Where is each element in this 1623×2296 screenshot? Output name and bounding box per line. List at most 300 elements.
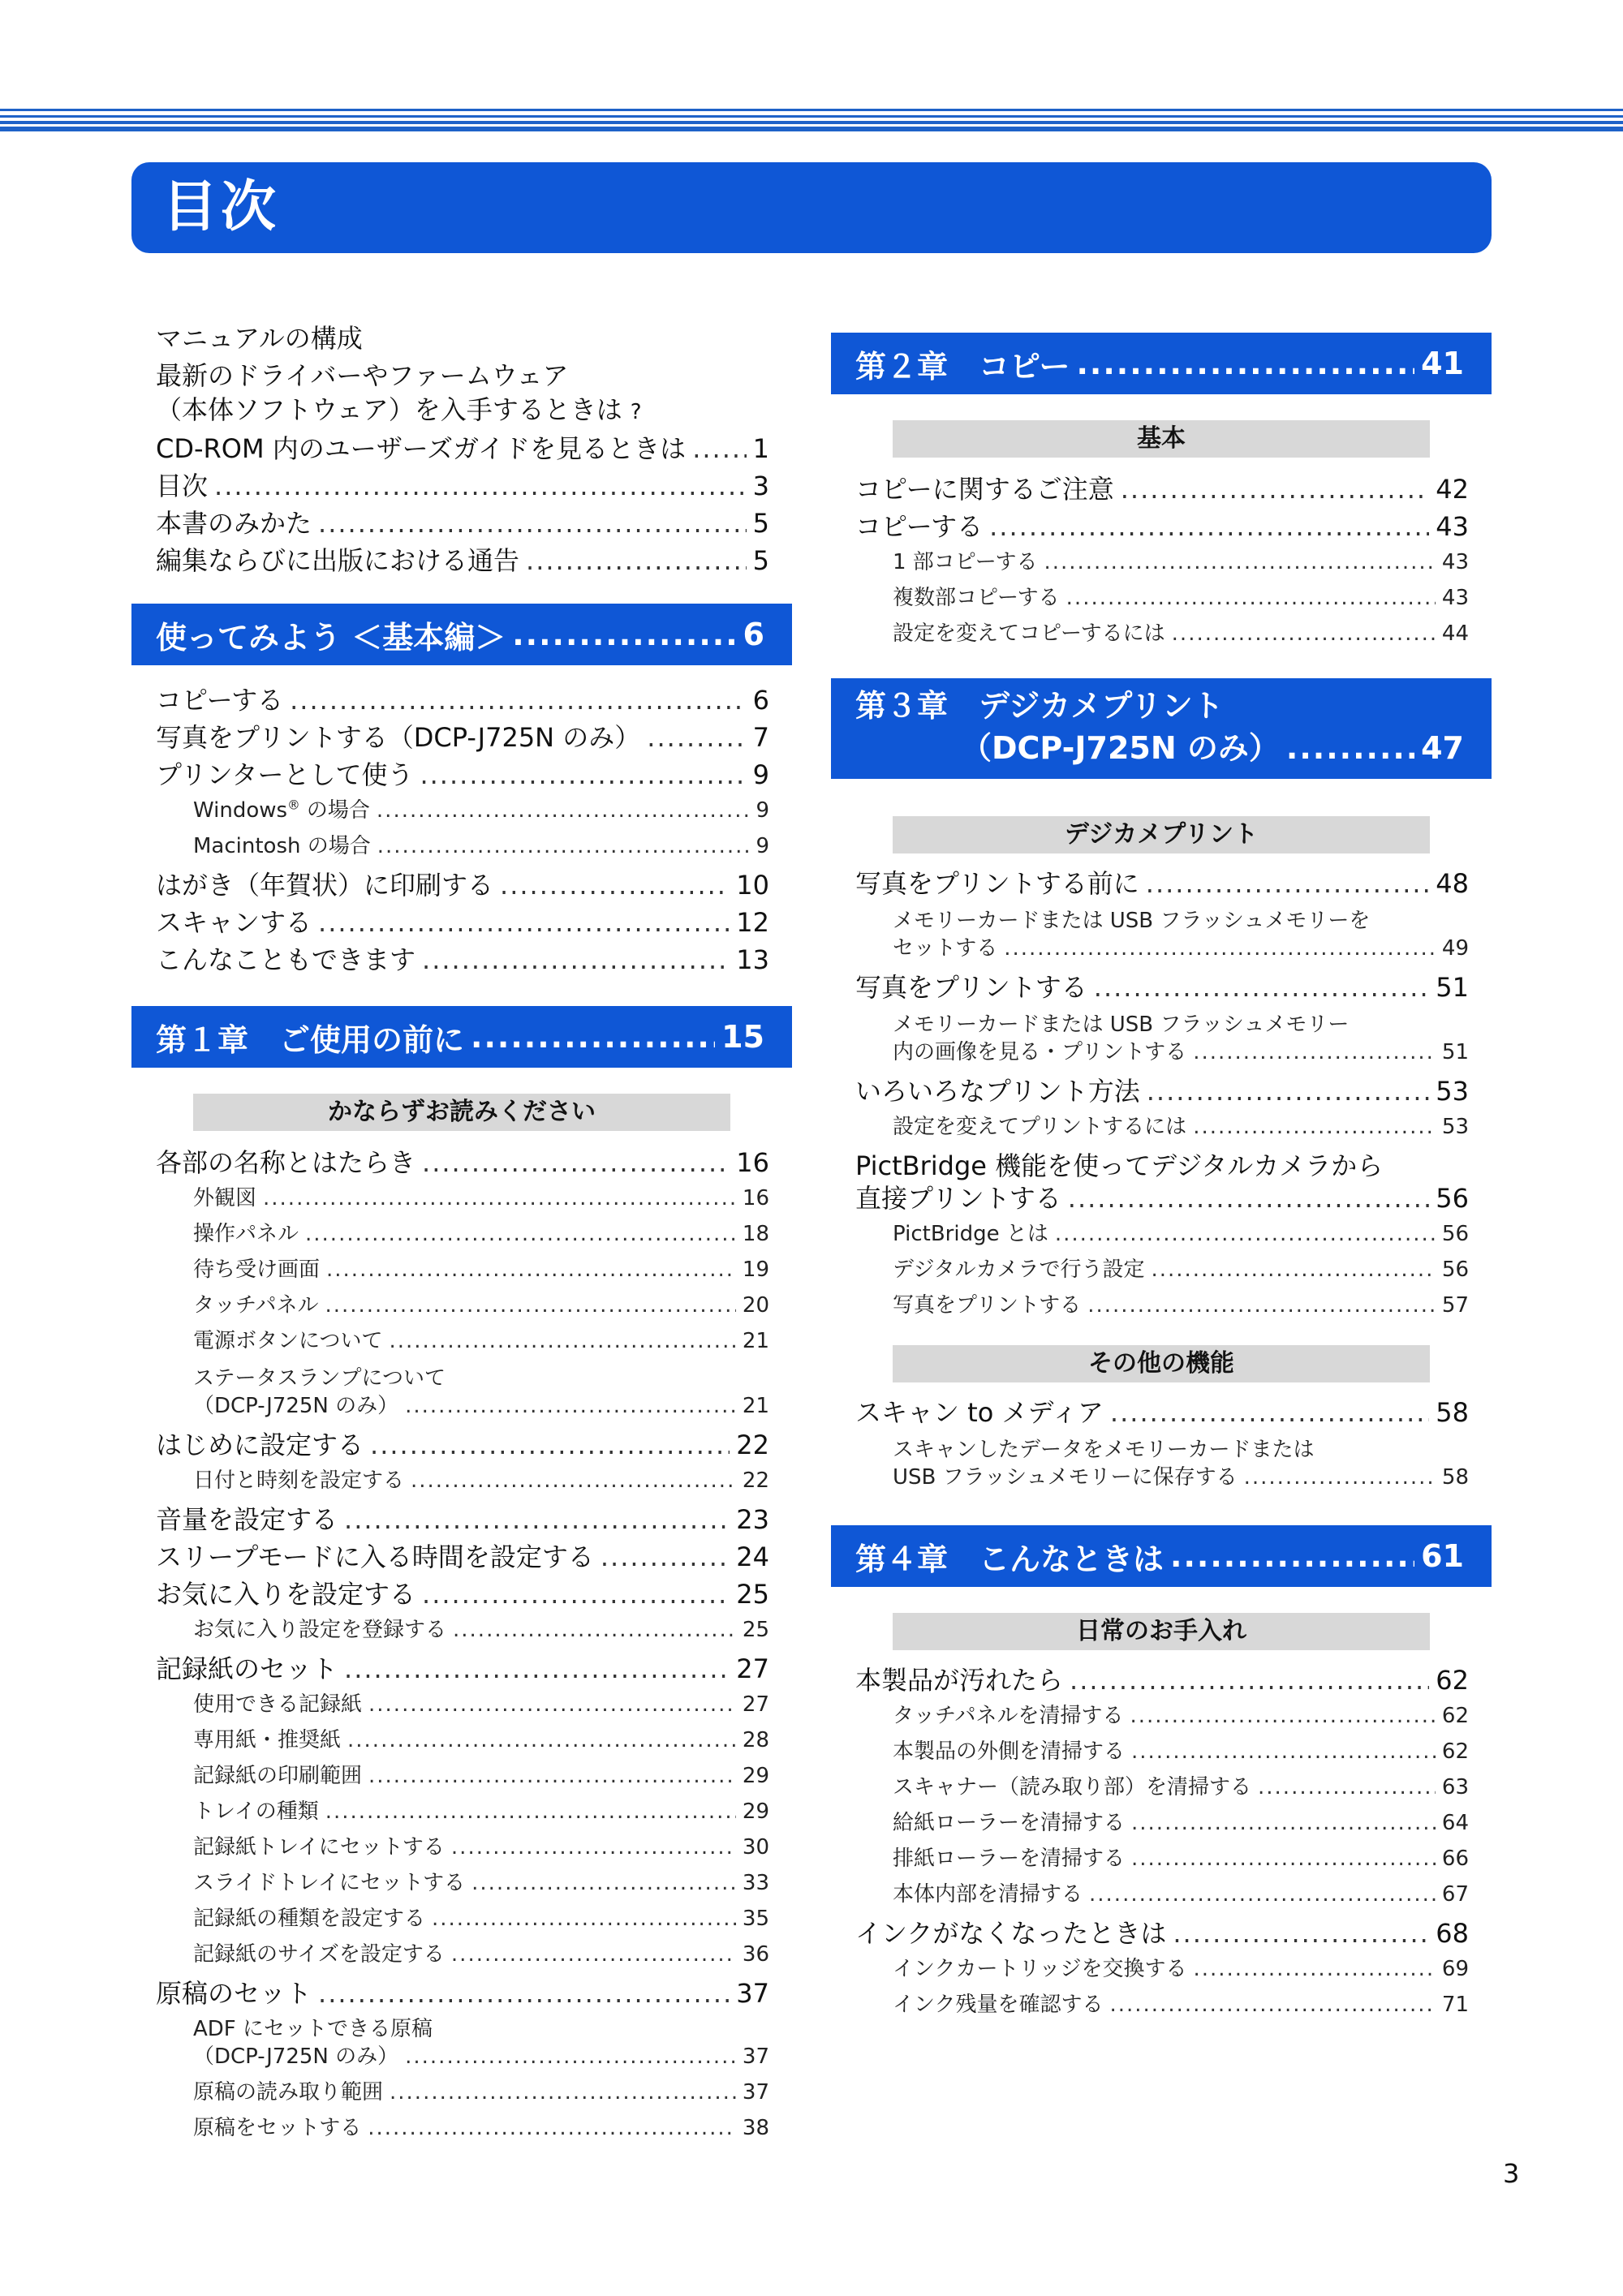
toc-entry-page: 3 (752, 471, 769, 501)
toc-entry-page: 25 (742, 1618, 769, 1642)
toc-entry-page: 49 (1441, 936, 1469, 961)
toc-entry[interactable] (855, 1913, 1469, 1950)
toc-entry-page: 62 (1436, 1665, 1469, 1696)
leader-dots (377, 834, 750, 858)
toc-entry-page: 37 (742, 2044, 769, 2069)
leader-dots (1110, 1397, 1429, 1428)
toc-entry-page: 56 (1441, 1258, 1469, 1282)
toc-entry-label: 各部の名称とはたらき (156, 1147, 416, 1178)
toc-entry-label: はがき（年賀状）に印刷する (156, 870, 494, 901)
toc-entry-page: 36 (742, 1942, 769, 1967)
chapter-bar-3[interactable] (831, 678, 1492, 779)
chapter-title-row (855, 1525, 1464, 1587)
toc-entry-label: 記録紙の種類を設定する (193, 1907, 426, 1931)
toc-subentry-adf-line1[interactable]: ADF にセットできる原稿 (193, 2017, 433, 2041)
leader-dots (1244, 1465, 1436, 1490)
chapter-page: 47 (1421, 730, 1464, 766)
toc-entry-label: 記録紙の印刷範囲 (193, 1764, 363, 1788)
toc-subentry[interactable] (893, 1988, 1469, 2023)
toc-entry-label: セットする (893, 936, 998, 961)
toc-entry-label: 電源ボタンについて (193, 1329, 383, 1353)
toc-entry-label: （DCP-J725N のみ） (193, 2044, 399, 2069)
toc-entry-page: 69 (1441, 1957, 1469, 1981)
leader-dots (1094, 972, 1430, 1003)
toc-entry[interactable] (156, 939, 769, 977)
toc-entry-page: 29 (742, 1764, 769, 1788)
toc-entry[interactable] (156, 755, 769, 792)
toc-subentry[interactable] (193, 1389, 769, 1425)
toc-entry-label: PictBridge とは (893, 1222, 1048, 1246)
toc-entry-label: いろいろなプリント方法 (855, 1076, 1140, 1107)
toc-subentry-memory2-line1[interactable]: メモリーカードまたは USB フラッシュメモリー (893, 1013, 1350, 1037)
toc-entry-page: 6 (752, 685, 769, 716)
toc-subentry-status-line1[interactable]: ステータスランプについて (193, 1366, 446, 1391)
leader-dots (1131, 1739, 1436, 1764)
toc-entry-page: 43 (1436, 511, 1469, 542)
leader-dots (318, 508, 747, 539)
toc-entry[interactable] (156, 865, 769, 902)
toc-entry[interactable] (156, 428, 769, 466)
toc-subentry[interactable] (893, 1110, 1469, 1146)
toc-entry-page: 67 (1441, 1882, 1469, 1907)
toc-subentry[interactable] (893, 1806, 1469, 1842)
toc-entry-label: こんなこともできます (156, 944, 416, 975)
toc-entry-label: タッチパネルを清掃する (893, 1704, 1124, 1728)
leader-dots (1173, 1918, 1429, 1949)
leader-dots (344, 1504, 730, 1535)
toc-entry-page: 42 (1436, 474, 1469, 505)
leader-dots (1089, 1882, 1436, 1907)
header-bar (131, 162, 1492, 253)
toc-entry-label: 写真をプリントする（DCP-J725N のみ） (156, 722, 641, 753)
toc-subentry[interactable] (193, 1464, 769, 1499)
section-bar-basic: 基本 (893, 420, 1430, 458)
toc-entry-page: 13 (736, 944, 769, 975)
toc-entry[interactable] (156, 503, 769, 540)
toc-entry-label: スライドトレイにセットする (193, 1871, 466, 1895)
leader-dots (1076, 346, 1414, 381)
toc-entry-label: 複数部コピーする (893, 586, 1060, 610)
toc-entry-page: 68 (1436, 1918, 1469, 1949)
toc-entry-label: 記録紙のサイズを設定する (193, 1942, 445, 1967)
toc-entry-page: 71 (1441, 1993, 1469, 2017)
toc-entry-page: 30 (742, 1835, 769, 1860)
toc-entry-label: 待ち受け画面 (193, 1258, 321, 1282)
leader-dots (1151, 1258, 1435, 1282)
chapter-page: 15 (721, 1019, 764, 1055)
leader-dots (1044, 550, 1435, 574)
toc-entry-label: デジタルカメラで行う設定 (893, 1258, 1145, 1282)
toc-subentry[interactable] (893, 1952, 1469, 1988)
toc-entry-label: プリンターとして使う (156, 759, 414, 790)
toc-subentry[interactable] (193, 1937, 769, 1973)
toc-subentry[interactable] (193, 2040, 769, 2075)
leader-dots (422, 1147, 730, 1178)
leader-dots (318, 1978, 730, 2009)
leader-dots (214, 471, 747, 501)
toc-entry-label: タッチパネル (193, 1293, 319, 1318)
toc-subentry[interactable] (893, 1035, 1469, 1071)
leader-dots (1193, 1040, 1436, 1064)
toc-entry-page: 66 (1441, 1847, 1469, 1871)
leader-dots (1172, 621, 1436, 646)
toc-entry-label: コピーに関するご注意 (855, 474, 1114, 505)
toc-entry-label: 専用紙・推奨紙 (193, 1728, 342, 1752)
toc-entry-page: 58 (1436, 1397, 1469, 1428)
leader-dots (347, 1728, 736, 1752)
toc-entry-label: 本製品が汚れたら (855, 1665, 1064, 1696)
leader-dots (1193, 1115, 1436, 1139)
toc-entry-label: コピーする (855, 511, 984, 542)
toc-entry-driver-label: （本体ソフトウェア）を入手するときは (156, 394, 622, 425)
toc-entry-label: 原稿の読み取り範囲 (193, 2080, 384, 2105)
toc-entry-driver-line2[interactable] (156, 389, 642, 427)
toc-entry-page: 21 (742, 1329, 769, 1353)
leader-dots (377, 798, 750, 823)
toc-entry-page: 51 (1441, 1040, 1469, 1064)
toc-entry-page: 53 (1436, 1076, 1469, 1107)
leader-dots (420, 759, 746, 790)
chapter-title-row (855, 333, 1464, 394)
toc-entry-label: スリープモードに入る時間を設定する (156, 1541, 594, 1572)
toc-entry-label: 目次 (156, 471, 209, 501)
toc-subentry[interactable] (193, 1688, 769, 1723)
leader-dots (1147, 1076, 1430, 1107)
leader-dots (305, 1222, 736, 1246)
leader-dots (1131, 1847, 1436, 1871)
toc-subentry[interactable] (893, 1217, 1469, 1253)
toc-entry-label: 原稿をセットする (193, 2116, 362, 2140)
leader-dots (432, 1907, 736, 1931)
toc-entry-page: 29 (742, 1799, 769, 1824)
leader-dots (601, 1541, 730, 1572)
toc-subentry[interactable] (193, 1613, 769, 1649)
toc-subentry[interactable] (193, 1723, 769, 1759)
chapter-page: 61 (1421, 1538, 1464, 1574)
leader-dots (368, 1692, 736, 1717)
toc-subentry[interactable] (893, 1460, 1469, 1496)
leader-dots (325, 1293, 735, 1318)
toc-entry-label: 音量を設定する (156, 1504, 338, 1535)
leader-dots (326, 1258, 736, 1282)
chapter-title: 第２章 コピー (855, 348, 1070, 385)
toc-entry-page: 62 (1441, 1739, 1469, 1764)
toc-entry[interactable] (156, 717, 769, 755)
toc-subentry[interactable] (193, 1759, 769, 1795)
leader-dots (512, 617, 736, 652)
toc-entry-label: （DCP-J725N のみ） (193, 1394, 399, 1418)
toc-entry-page: 43 (1441, 550, 1469, 574)
toc-entry-label: 使用できる記録紙 (193, 1692, 363, 1717)
section-bar-digicam: デジカメプリント (893, 816, 1430, 853)
leader-dots (368, 1764, 736, 1788)
toc-entry-label: 編集ならびに出版における通告 (156, 545, 520, 576)
leader-dots (1121, 474, 1430, 505)
toc-subentry[interactable] (893, 1770, 1469, 1806)
toc-entry-page: 63 (1441, 1775, 1469, 1799)
toc-entry-label: CD-ROM 内のユーザーズガイドを見るときは (156, 433, 687, 464)
section-bar-must-read: かならずお読みください (193, 1094, 730, 1131)
toc-entry-page: 58 (1441, 1465, 1469, 1490)
toc-subentry[interactable] (893, 1735, 1469, 1770)
toc-entry-label: 外観図 (193, 1186, 257, 1210)
toc-entry-page: 5 (752, 545, 769, 576)
leader-dots (263, 1186, 736, 1210)
toc-entry-label: インクがなくなったときは (855, 1918, 1167, 1949)
toc-entry[interactable] (156, 1973, 769, 2010)
leader-dots (405, 1394, 736, 1418)
toc-entry[interactable] (156, 1574, 769, 1611)
leader-dots (500, 870, 730, 901)
toc-subentry[interactable] (193, 1217, 769, 1253)
leader-dots (422, 944, 730, 975)
toc-entry-label: 原稿のセット (156, 1978, 312, 2009)
page-title: 目次 (162, 175, 280, 239)
toc-entry-label: 本製品の外側を清掃する (893, 1739, 1126, 1764)
toc-entry-label: お気に入りを設定する (156, 1579, 416, 1610)
toc-subentry[interactable] (193, 793, 769, 829)
toc-entry-page: 5 (752, 508, 769, 539)
toc-entry-page: 62 (1441, 1704, 1469, 1728)
leader-dots (647, 722, 746, 753)
toc-entry[interactable] (156, 1649, 769, 1686)
toc-subentry[interactable] (893, 1842, 1469, 1877)
leader-dots (471, 1019, 715, 1055)
leader-dots (422, 1579, 730, 1610)
chapter-page: 41 (1421, 346, 1464, 381)
leader-dots (989, 511, 1429, 542)
toc-entry-label: 操作パネル (193, 1222, 299, 1246)
toc-entry-page: 38 (742, 2116, 769, 2140)
leader-dots (1146, 868, 1430, 899)
toc-subentry[interactable] (893, 581, 1469, 617)
toc-entry-label: 給紙ローラーを清掃する (893, 1811, 1126, 1835)
toc-subentry[interactable] (193, 1324, 769, 1360)
toc-subentry[interactable] (193, 1866, 769, 1902)
chapter-title-line2: （DCP-J725N のみ） (961, 730, 1280, 766)
toc-entry[interactable] (156, 540, 769, 578)
toc-entry-label: 内の画像を見る・プリントする (893, 1040, 1187, 1064)
toc-entry-page: 9 (756, 834, 769, 858)
chapter-bar-1[interactable] (131, 1006, 792, 1068)
toc-entry-page: 12 (736, 907, 769, 938)
toc-entry-page: 28 (742, 1728, 769, 1752)
header-stripes (0, 109, 1623, 131)
toc-entry-page: 24 (736, 1541, 769, 1572)
leader-dots (389, 1329, 735, 1353)
toc-entry-label: 本体内部を清掃する (893, 1882, 1083, 1907)
toc-entry-page: 51 (1436, 972, 1469, 1003)
toc-entry-label: コピーする (156, 685, 284, 716)
toc-entry-driver-line1[interactable]: 最新のドライバーやファームウェア (156, 360, 569, 391)
leader-dots (1004, 936, 1436, 961)
toc-subentry[interactable] (893, 1877, 1469, 1913)
leader-dots (1130, 1704, 1435, 1728)
toc-entry-page: 9 (756, 798, 769, 823)
leader-dots (1068, 1183, 1430, 1214)
chapter-title-row (855, 727, 1464, 769)
leader-dots (318, 907, 730, 938)
toc-entry-label: インク残量を確認する (893, 1993, 1104, 2017)
toc-entry-label: 写真をプリントする (855, 972, 1087, 1003)
toc-entry[interactable] (855, 967, 1469, 1004)
toc-entry-page: 37 (742, 2080, 769, 2105)
toc-subentry[interactable] (193, 2111, 769, 2147)
toc-entry[interactable] (855, 1071, 1469, 1108)
toc-entry[interactable] (156, 680, 769, 717)
leader-dots (344, 1653, 730, 1684)
toc-subentry[interactable] (893, 545, 1469, 581)
chapter-bar-2[interactable] (831, 333, 1492, 394)
toc-entry-page: 20 (742, 1293, 769, 1318)
toc-entry[interactable] (156, 466, 769, 503)
toc-entry-label: 排紙ローラーを清掃する (893, 1847, 1126, 1871)
section-bar-daily-care: 日常のお手入れ (893, 1613, 1430, 1650)
toc-entry-page: 33 (742, 1871, 769, 1895)
leader-dots (451, 1835, 736, 1860)
leader-dots (1258, 1775, 1436, 1799)
toc-subentry[interactable] (893, 617, 1469, 652)
toc-entry[interactable] (156, 1499, 769, 1537)
chapter-page: 6 (743, 617, 764, 652)
leader-dots (471, 1871, 736, 1895)
toc-entry-page: 35 (742, 1907, 769, 1931)
toc-entry-page: 21 (742, 1394, 769, 1418)
toc-subentry[interactable] (193, 1181, 769, 1217)
toc-entry-page: 56 (1441, 1222, 1469, 1246)
toc-subentry[interactable] (893, 1253, 1469, 1288)
toc-subentry[interactable] (893, 931, 1469, 967)
toc-entry-label: スキャン to メディア (855, 1397, 1104, 1428)
chapter-title: 第４章 こんなときは (855, 1541, 1165, 1577)
toc-subentry-scan-line1[interactable]: スキャンしたデータをメモリーカードまたは (893, 1438, 1315, 1462)
toc-entry-label: トレイの種類 (193, 1799, 319, 1824)
chapter-title: 使ってみよう ＜基本編＞ (156, 619, 506, 656)
leader-dots (526, 545, 747, 576)
toc-entry-page: 64 (1441, 1811, 1469, 1835)
leader-dots (1286, 727, 1414, 769)
toc-entry-page: 9 (752, 759, 769, 790)
leader-dots (1131, 1811, 1436, 1835)
toc-entry-page: 16 (736, 1147, 769, 1178)
toc-subentry[interactable] (193, 2075, 769, 2111)
toc-entry-page: 25 (736, 1579, 769, 1610)
chapter-title: 第１章 ご使用の前に (156, 1021, 465, 1058)
toc-entry-label: 写真をプリントする前に (855, 868, 1139, 899)
leader-dots (405, 2044, 736, 2069)
toc-entry[interactable] (156, 1142, 769, 1180)
leader-dots (1170, 1538, 1414, 1574)
toc-entry[interactable] (855, 1392, 1469, 1430)
toc-entry-driver-page: ? (630, 400, 642, 424)
toc-entry-page: 18 (742, 1222, 769, 1246)
toc-subentry[interactable] (193, 1288, 769, 1324)
toc-entry[interactable] (855, 863, 1469, 901)
leader-dots (1087, 1293, 1436, 1318)
toc-entry-page: 48 (1436, 868, 1469, 899)
toc-entry-page: 23 (736, 1504, 769, 1535)
leader-dots (1055, 1222, 1436, 1246)
leader-dots (692, 433, 746, 464)
toc-entry-page: 10 (736, 870, 769, 901)
leader-dots (390, 2080, 736, 2105)
toc-subentry-memory1-line1[interactable]: メモリーカードまたは USB フラッシュメモリーを (893, 909, 1371, 933)
toc-subentry[interactable] (893, 1288, 1469, 1324)
chapter-title-row (156, 1006, 764, 1068)
toc-subentry[interactable] (193, 1795, 769, 1830)
toc-entry[interactable] (156, 902, 769, 939)
toc-subentry[interactable] (193, 1902, 769, 1937)
section-bar-other-functions: その他の機能 (893, 1345, 1430, 1382)
toc-entry[interactable] (855, 469, 1469, 506)
toc-entry[interactable] (855, 506, 1469, 544)
toc-entry-label (193, 793, 370, 823)
windows-rest: の場合 (299, 798, 370, 823)
leader-dots (370, 1430, 730, 1460)
toc-entry[interactable] (156, 1425, 769, 1462)
toc-subentry[interactable] (193, 1253, 769, 1288)
toc-subentry[interactable] (193, 829, 769, 865)
chapter-bar-4[interactable] (831, 1525, 1492, 1587)
leader-dots (451, 1942, 736, 1967)
toc-entry-page: 43 (1441, 586, 1469, 610)
toc-entry-pictbridge-line1[interactable]: PictBridge 機能を使ってデジタルカメラから (855, 1150, 1384, 1181)
toc-entry-label: スキャンする (156, 907, 312, 938)
toc-subentry[interactable] (893, 1699, 1469, 1735)
chapter-title-line1: 第３章 デジカメプリント (855, 688, 1224, 724)
toc-entry-page: 19 (742, 1258, 769, 1282)
chapter-title-row (156, 604, 764, 665)
toc-entry-page: 57 (1441, 1293, 1469, 1318)
leader-dots (1193, 1957, 1435, 1981)
toc-entry-page: 7 (752, 722, 769, 753)
toc-entry-page: 44 (1441, 621, 1469, 646)
toc-entry-page: 22 (742, 1468, 769, 1493)
toc-entry-label: 写真をプリントする (893, 1293, 1082, 1318)
toc-entry[interactable] (156, 1537, 769, 1574)
toc-entry-label: 設定を変えてプリントするには (893, 1115, 1187, 1139)
toc-entry-label: USB フラッシュメモリーに保存する (893, 1465, 1238, 1490)
toc-entry[interactable] (855, 1178, 1469, 1215)
toc-entry-label: 直接プリントする (855, 1183, 1061, 1214)
toc-entry-page: 16 (742, 1186, 769, 1210)
chapter-bar-basic[interactable] (131, 604, 792, 665)
page-number: 3 (1503, 2158, 1520, 2189)
toc-entry-page: 56 (1436, 1183, 1469, 1214)
toc-subentry[interactable] (193, 1830, 769, 1866)
toc-entry-label: 記録紙のセット (156, 1653, 338, 1684)
toc-entry-label: 本書のみかた (156, 508, 312, 539)
leader-dots (290, 685, 747, 716)
windows-label: Windows (193, 798, 288, 823)
leader-dots (411, 1468, 736, 1493)
toc-entry-label: お気に入り設定を登録する (193, 1618, 447, 1642)
toc-entry[interactable] (855, 1660, 1469, 1697)
toc-entry-page: 53 (1441, 1115, 1469, 1139)
toc-entry-label: 日付と時刻を設定する (193, 1468, 405, 1493)
toc-entry-label: 1 部コピーする (893, 550, 1038, 574)
leader-dots (1066, 586, 1436, 610)
toc-entry-page: 27 (742, 1692, 769, 1717)
toc-entry-label: インクカートリッジを交換する (893, 1957, 1187, 1981)
toc-entry-label: スキャナー（読み取り部）を清掃する (893, 1775, 1252, 1799)
toc-entry-page: 22 (736, 1430, 769, 1460)
toc-entry-label: はじめに設定する (156, 1430, 364, 1460)
registered-mark: ® (287, 798, 300, 813)
toc-entry-manual-structure[interactable]: マニュアルの構成 (156, 323, 363, 354)
leader-dots (325, 1799, 736, 1824)
chapter-title-block (855, 685, 1464, 779)
